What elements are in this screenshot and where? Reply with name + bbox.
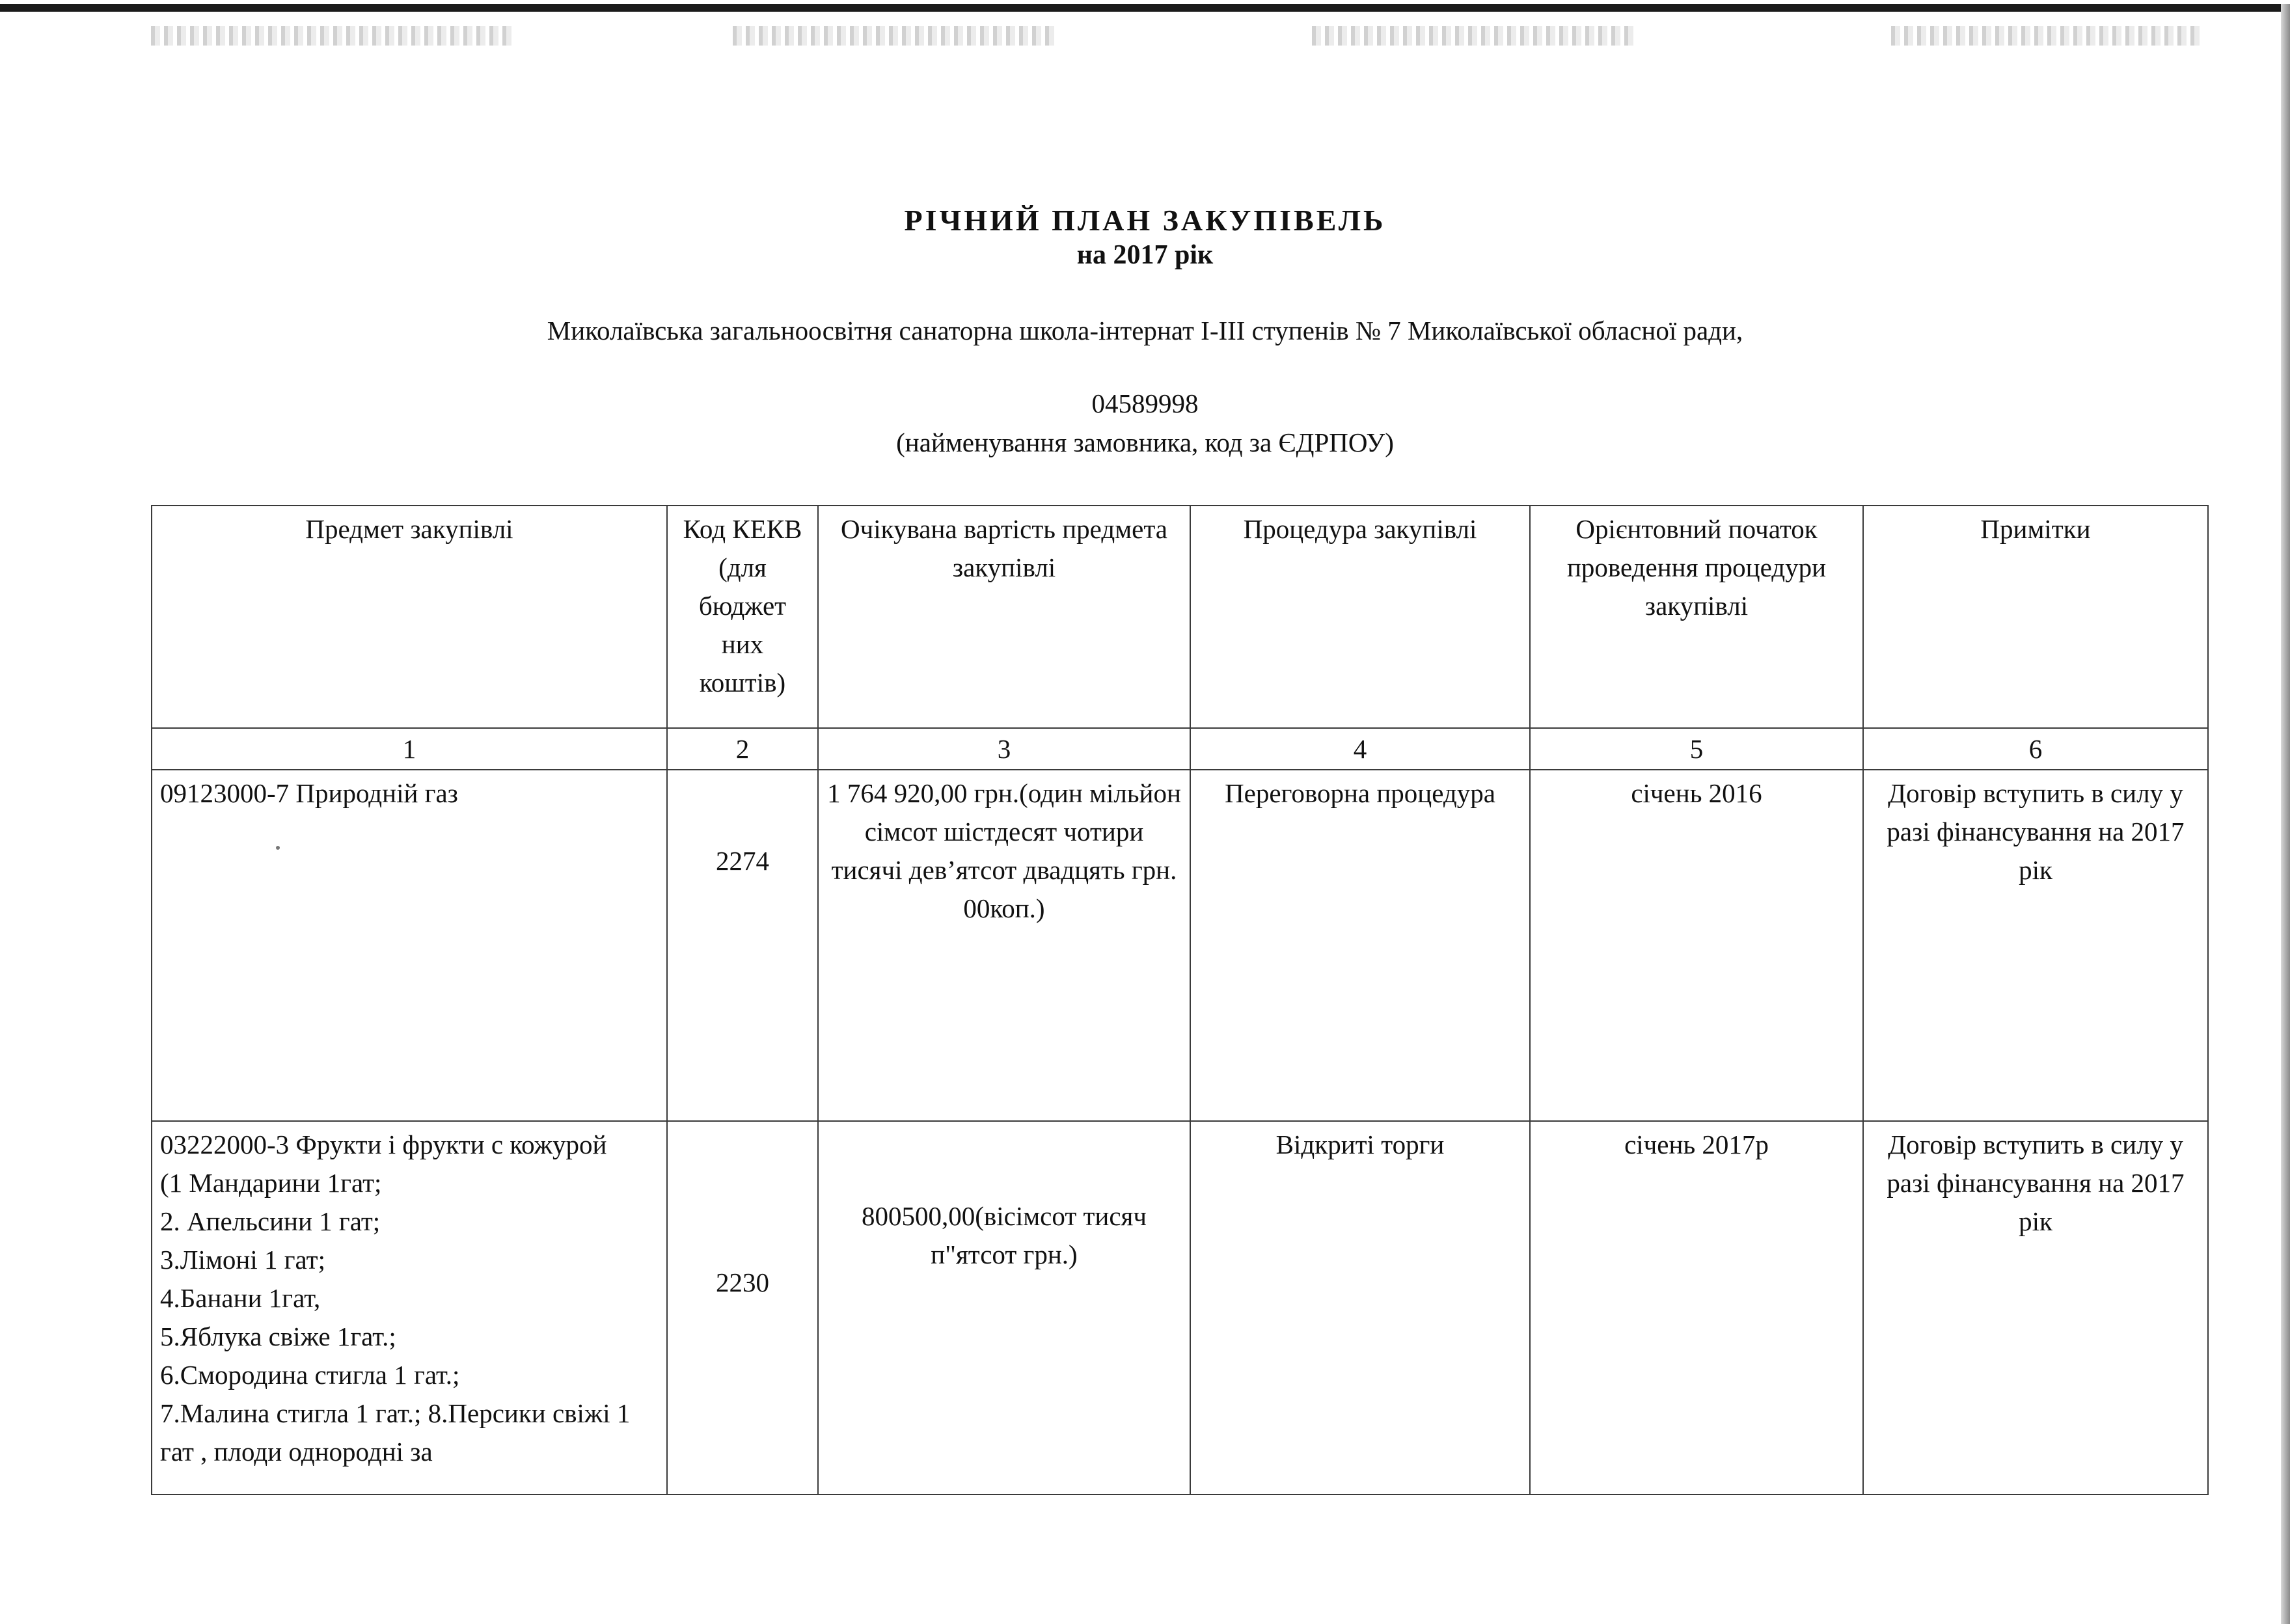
cell-notes: Договір вступить в силу у разі фінансування на 2017 рік (1863, 770, 2208, 1121)
column-number: 2 (667, 728, 818, 770)
cell-subject: 09123000-7 Природній газ (152, 770, 667, 1121)
header-subject: Предмет закупівлі (152, 506, 667, 728)
cell-kekv: 2274 (667, 770, 818, 1121)
header-kekv: Код КЕКВ (для бюджет них коштів) (667, 506, 818, 728)
column-number: 5 (1530, 728, 1863, 770)
cell-procedure: Переговорна процедура (1190, 770, 1530, 1121)
cell-kekv: 2230 (667, 1121, 818, 1495)
cell-start: січень 2016 (1530, 770, 1863, 1121)
header-smudge (733, 26, 1058, 46)
document-year: на 2017 рік (1076, 240, 1214, 270)
header-expected-cost: Очікувана вартість предмета закупівлі (818, 506, 1190, 728)
scan-top-border (0, 4, 2290, 12)
header-start: Орієнтовний початок проведення процедури закупівлі (1530, 506, 1863, 728)
cell-expected-cost: 1 764 920,00 грн.(один мільйон сімсот шістдесят чотири тисячі дев’ятсот двадцять грн. 00коп.) (818, 770, 1190, 1121)
column-number: 4 (1190, 728, 1530, 770)
column-number: 6 (1863, 728, 2208, 770)
table-row (152, 770, 2208, 1121)
header-notes: Примітки (1863, 506, 2208, 728)
cell-start: січень 2017р (1530, 1121, 1863, 1495)
procurement-plan-table (151, 505, 2209, 1495)
cell-procedure: Відкриті торги (1190, 1121, 1530, 1495)
scan-speck (276, 846, 280, 850)
table-header-row (152, 506, 2208, 728)
organization-name: Миколаївська загальноосвітня санаторна школа-інтернат І-ІІІ ступенів № 7 Миколаївської обласної ради, (547, 316, 1743, 345)
header-smudge (1891, 26, 2203, 46)
edrpou-caption: (найменування замовника, код за ЄДРПОУ) (896, 427, 1394, 457)
cell-subject: 03222000-3 Фрукти і фрукти с кожурой (1 Мандарини 1гат; 2. Апельсини 1 гат; 3.Лімоні 1 гат; 4.Банани 1гат, 5.Яблука свіже 1гат.; 6.Смородина стигла 1 гат.; 7.Малина стигла 1 гат.; 8.Персики свіжі 1 гат , плоди однородні за (152, 1121, 667, 1495)
column-number-row (152, 728, 2208, 770)
column-number: 1 (152, 728, 667, 770)
header-procedure: Процедура закупівлі (1190, 506, 1530, 728)
edrpou-code: 04589998 (1091, 388, 1199, 418)
header-smudge (151, 26, 515, 46)
column-number: 3 (818, 728, 1190, 770)
cell-notes: Договір вступить в силу у разі фінансування на 2017 рік (1863, 1121, 2208, 1495)
header-smudge (1312, 26, 1637, 46)
document-title: РІЧНИЙ ПЛАН ЗАКУПІВЕЛЬ (904, 204, 1386, 237)
cell-expected-cost: 800500,00(вісімсот тисяч п"ятсот грн.) (818, 1121, 1190, 1495)
table-row (152, 1121, 2208, 1495)
